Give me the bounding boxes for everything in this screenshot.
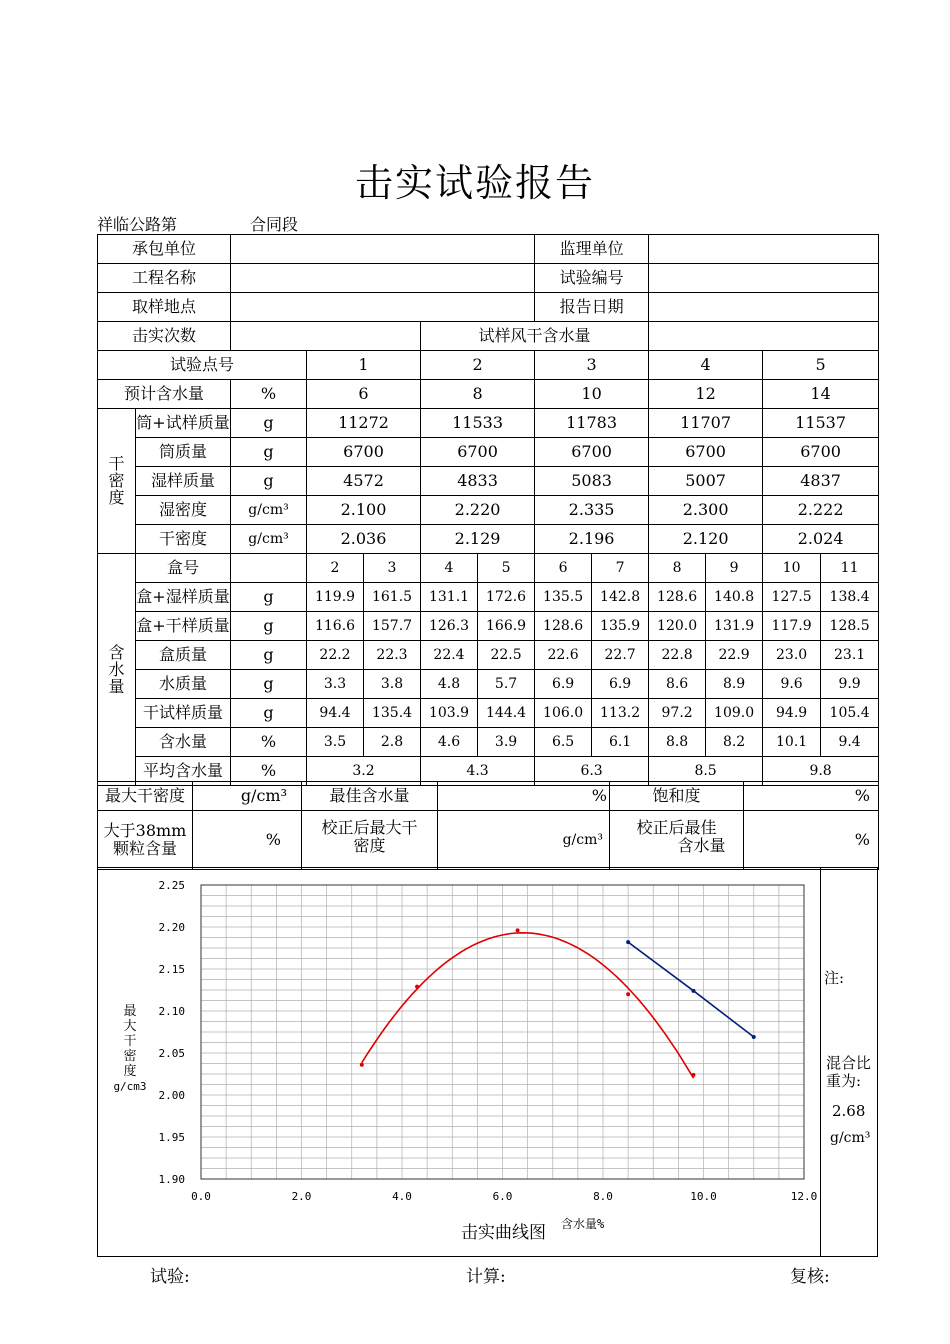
data-cell: 131.1 xyxy=(421,583,478,612)
box-no: 7 xyxy=(592,554,649,583)
y-axis-label: 最大干密度 g/cm3 xyxy=(113,1004,147,1093)
row-label: 盒质量 xyxy=(136,641,231,670)
y-tick-labels xyxy=(159,879,186,1186)
results-table xyxy=(97,781,879,870)
unit-cell: g xyxy=(231,699,307,728)
data-cell: 2.222 xyxy=(763,496,879,525)
data-cell: 6700 xyxy=(535,438,649,467)
data-cell: 11707 xyxy=(649,409,763,438)
data-cell: 172.6 xyxy=(478,583,535,612)
data-cell: 4572 xyxy=(307,467,421,496)
data-point xyxy=(626,940,630,944)
data-cell: 23.0 xyxy=(763,641,821,670)
data-cell: 2.8 xyxy=(364,728,421,757)
note-label: 注: xyxy=(824,969,845,987)
box-no: 6 xyxy=(535,554,592,583)
data-cell: 6700 xyxy=(421,438,535,467)
data-cell: 119.9 xyxy=(307,583,364,612)
y-tick-label: 2.20 xyxy=(158,921,185,934)
opt-water-label: 最佳含水量 xyxy=(302,782,438,811)
data-cell: 2.220 xyxy=(421,496,535,525)
data-cell: 9.9 xyxy=(821,670,879,699)
report-date-label: 报告日期 xyxy=(535,293,649,322)
data-cell: 8.8 xyxy=(649,728,706,757)
point-no: 1 xyxy=(307,351,421,380)
data-cell: 3.5 xyxy=(307,728,364,757)
data-cell: 22.4 xyxy=(421,641,478,670)
data-cell: 120.0 xyxy=(649,612,706,641)
data-cell: 109.0 xyxy=(706,699,763,728)
data-cell: 2.196 xyxy=(535,525,649,554)
data-cell: 6.1 xyxy=(592,728,649,757)
data-cell: 127.5 xyxy=(763,583,821,612)
data-cell: 5.7 xyxy=(478,670,535,699)
corr-water-label: 校正后最佳 含水量 xyxy=(610,811,744,870)
air-dry-water-label: 试样风干含水量 xyxy=(421,322,649,351)
data-cell: 117.9 xyxy=(763,612,821,641)
data-cell: 161.5 xyxy=(364,583,421,612)
points-label: 试验点号 xyxy=(98,351,307,380)
data-cell: 103.9 xyxy=(421,699,478,728)
data-cell: 6.5 xyxy=(535,728,592,757)
mix-label-2: 重为: xyxy=(826,1072,862,1090)
data-cell: 22.9 xyxy=(706,641,763,670)
data-cell: 4837 xyxy=(763,467,879,496)
box-no: 3 xyxy=(364,554,421,583)
mix-label-1: 混合比 xyxy=(826,1054,872,1072)
row-label: 含水量 xyxy=(136,728,231,757)
avg-water-value: 3.2 xyxy=(307,757,421,786)
data-cell: 2.100 xyxy=(307,496,421,525)
compaction-count-label: 击实次数 xyxy=(98,322,231,351)
target-water-value: 14 xyxy=(763,380,879,409)
row-label: 湿密度 xyxy=(136,496,231,525)
box-label: 盒号 xyxy=(136,554,231,583)
unit-cell xyxy=(231,554,307,583)
data-cell: 2.024 xyxy=(763,525,879,554)
box-no: 8 xyxy=(649,554,706,583)
data-cell: 131.9 xyxy=(706,612,763,641)
box-no: 10 xyxy=(763,554,821,583)
data-cell: 22.3 xyxy=(364,641,421,670)
project-label: 工程名称 xyxy=(98,264,231,293)
data-cell: 94.9 xyxy=(763,699,821,728)
footer-review: 复核: xyxy=(790,1267,830,1287)
footer-test: 试验: xyxy=(150,1267,190,1287)
data-cell: 5083 xyxy=(535,467,649,496)
y-tick-label: 1.95 xyxy=(158,1131,185,1144)
avg-water-value: 6.3 xyxy=(535,757,649,786)
data-cell: 9.6 xyxy=(763,670,821,699)
point-no: 4 xyxy=(649,351,763,380)
corr-density-label: 校正后最大干 密度 xyxy=(302,811,438,870)
supervisor-label: 监理单位 xyxy=(535,235,649,264)
data-cell: 157.7 xyxy=(364,612,421,641)
y-tick-label: 2.00 xyxy=(158,1089,185,1102)
max-dry-density-unit[interactable]: g/cm³ xyxy=(193,782,302,811)
water-section-label: 含水量 xyxy=(98,554,136,786)
unit-cell: % xyxy=(231,757,307,786)
row-label: 盒+干样质量 xyxy=(136,612,231,641)
mix-value: 2.68 xyxy=(832,1102,866,1120)
data-cell: 128.5 xyxy=(821,612,879,641)
data-cell: 6700 xyxy=(307,438,421,467)
mix-unit: g/cm³ xyxy=(830,1130,871,1146)
data-cell: 6.9 xyxy=(535,670,592,699)
target-water-value: 6 xyxy=(307,380,421,409)
unit-cell: g xyxy=(231,612,307,641)
data-cell: 140.8 xyxy=(706,583,763,612)
target-water-label: 预计含水量 xyxy=(98,380,231,409)
avg-water-value: 8.5 xyxy=(649,757,763,786)
data-cell: 2.335 xyxy=(535,496,649,525)
contractor-value[interactable] xyxy=(231,235,535,264)
footer-calc: 计算: xyxy=(466,1267,506,1287)
data-cell: 144.4 xyxy=(478,699,535,728)
avg-water-value: 9.8 xyxy=(763,757,879,786)
data-cell: 23.1 xyxy=(821,641,879,670)
data-cell: 135.9 xyxy=(592,612,649,641)
max-dry-density-label: 最大干密度 xyxy=(98,782,193,811)
data-cell: 2.129 xyxy=(421,525,535,554)
data-cell: 8.9 xyxy=(706,670,763,699)
x-tick-label: 8.0 xyxy=(593,1190,613,1203)
box-no: 9 xyxy=(706,554,763,583)
data-cell: 4833 xyxy=(421,467,535,496)
saturation-label: 饱和度 xyxy=(610,782,744,811)
row-label: 筒质量 xyxy=(136,438,231,467)
over38-unit[interactable]: % xyxy=(193,811,302,870)
row-label: 干试样质量 xyxy=(136,699,231,728)
data-cell: 3.8 xyxy=(364,670,421,699)
data-cell: 8.6 xyxy=(649,670,706,699)
saturation-unit[interactable]: % xyxy=(744,782,879,811)
data-cell: 166.9 xyxy=(478,612,535,641)
point-no: 3 xyxy=(535,351,649,380)
box-no: 2 xyxy=(307,554,364,583)
test-no-label: 试验编号 xyxy=(535,264,649,293)
opt-water-unit[interactable]: % xyxy=(438,782,610,811)
test-no-value[interactable] xyxy=(649,264,879,293)
chart-title: 击实曲线图 xyxy=(461,1223,546,1243)
corr-water-unit[interactable]: % xyxy=(744,811,879,870)
report-date-value[interactable] xyxy=(649,293,879,322)
data-cell: 4.6 xyxy=(421,728,478,757)
point-no: 2 xyxy=(421,351,535,380)
data-cell: 22.2 xyxy=(307,641,364,670)
supervisor-value[interactable] xyxy=(649,235,879,264)
row-label: 水质量 xyxy=(136,670,231,699)
page-title: 击实试验报告 xyxy=(354,161,595,205)
data-cell: 2.036 xyxy=(307,525,421,554)
unit-cell: % xyxy=(231,728,307,757)
contractor-label: 承包单位 xyxy=(98,235,231,264)
box-no: 11 xyxy=(821,554,879,583)
data-cell: 10.1 xyxy=(763,728,821,757)
unit-cell: g xyxy=(231,438,307,467)
data-cell: 6.9 xyxy=(592,670,649,699)
x-tick-label: 0.0 xyxy=(191,1190,211,1203)
chart-grid xyxy=(201,885,804,1179)
chart-series xyxy=(360,928,756,1078)
unit-cell: g/cm³ xyxy=(231,525,307,554)
data-cell: 135.5 xyxy=(535,583,592,612)
data-point xyxy=(516,928,520,932)
data-cell: 128.6 xyxy=(649,583,706,612)
data-cell: 126.3 xyxy=(421,612,478,641)
x-tick-label: 10.0 xyxy=(690,1190,717,1203)
data-cell: 105.4 xyxy=(821,699,879,728)
unit-cell: % xyxy=(231,380,307,409)
project-value[interactable] xyxy=(231,264,535,293)
data-point xyxy=(415,985,419,989)
compaction-count-value[interactable] xyxy=(231,322,421,351)
unit-cell: g/cm³ xyxy=(231,496,307,525)
chart-divider xyxy=(820,867,821,1257)
data-cell: 2.300 xyxy=(649,496,763,525)
data-cell: 97.2 xyxy=(649,699,706,728)
dry-density-section-label: 干密度 xyxy=(98,409,136,554)
target-water-value: 12 xyxy=(649,380,763,409)
data-cell: 11783 xyxy=(535,409,649,438)
unit-cell: g xyxy=(231,583,307,612)
x-tick-label: 4.0 xyxy=(392,1190,412,1203)
avg-water-value: 4.3 xyxy=(421,757,535,786)
x-tick-label: 12.0 xyxy=(790,1190,818,1203)
contract-section-label: 合同段 xyxy=(250,215,299,234)
data-cell: 116.6 xyxy=(307,612,364,641)
unit-cell: g xyxy=(231,467,307,496)
point-no: 5 xyxy=(763,351,879,380)
data-point xyxy=(691,989,695,993)
data-cell: 2.120 xyxy=(649,525,763,554)
data-cell: 11533 xyxy=(421,409,535,438)
x-axis-label: 含水量% xyxy=(561,1217,605,1231)
data-cell: 9.4 xyxy=(821,728,879,757)
data-cell: 22.7 xyxy=(592,641,649,670)
data-point xyxy=(691,1073,695,1077)
data-cell: 6700 xyxy=(649,438,763,467)
target-water-value: 10 xyxy=(535,380,649,409)
series-line-2 xyxy=(628,942,754,1037)
y-tick-label: 2.25 xyxy=(158,879,185,892)
data-cell: 8.2 xyxy=(706,728,763,757)
data-cell: 106.0 xyxy=(535,699,592,728)
data-cell: 22.8 xyxy=(649,641,706,670)
unit-cell: g xyxy=(231,641,307,670)
data-cell: 138.4 xyxy=(821,583,879,612)
y-tick-label: 2.05 xyxy=(158,1047,185,1060)
over38-label: 大于38mm 颗粒含量 xyxy=(98,811,193,870)
data-cell: 5007 xyxy=(649,467,763,496)
row-label: 干密度 xyxy=(136,525,231,554)
x-tick-labels xyxy=(191,1190,817,1203)
box-no: 5 xyxy=(478,554,535,583)
corr-density-unit[interactable]: g/cm³ xyxy=(438,811,610,870)
data-cell: 94.4 xyxy=(307,699,364,728)
box-no: 4 xyxy=(421,554,478,583)
report-table xyxy=(97,234,879,786)
data-cell: 128.6 xyxy=(535,612,592,641)
road-label: 祥临公路第 xyxy=(97,215,178,234)
data-cell: 4.8 xyxy=(421,670,478,699)
x-tick-label: 2.0 xyxy=(291,1190,312,1203)
y-tick-label: 2.10 xyxy=(158,1005,185,1018)
data-point xyxy=(626,992,630,996)
compaction-chart xyxy=(97,867,820,1257)
y-tick-label: 2.15 xyxy=(158,963,185,976)
target-water-value: 8 xyxy=(421,380,535,409)
data-cell: 135.4 xyxy=(364,699,421,728)
data-cell: 3.9 xyxy=(478,728,535,757)
data-cell: 113.2 xyxy=(592,699,649,728)
data-cell: 11537 xyxy=(763,409,879,438)
avg-water-label: 平均含水量 xyxy=(136,757,231,786)
unit-cell: g xyxy=(231,670,307,699)
row-label: 湿样质量 xyxy=(136,467,231,496)
row-label: 盒+湿样质量 xyxy=(136,583,231,612)
location-value[interactable] xyxy=(231,293,535,322)
location-label: 取样地点 xyxy=(98,293,231,322)
data-point xyxy=(360,1063,364,1067)
data-cell: 22.5 xyxy=(478,641,535,670)
row-label: 筒+试样质量 xyxy=(136,409,231,438)
data-cell: 142.8 xyxy=(592,583,649,612)
data-cell: 3.3 xyxy=(307,670,364,699)
y-tick-label: 1.90 xyxy=(158,1173,185,1186)
x-tick-label: 6.0 xyxy=(492,1190,513,1203)
data-cell: 6700 xyxy=(763,438,879,467)
data-point xyxy=(752,1035,756,1039)
unit-cell: g xyxy=(231,409,307,438)
data-cell: 11272 xyxy=(307,409,421,438)
data-cell: 22.6 xyxy=(535,641,592,670)
air-dry-water-value[interactable] xyxy=(649,322,879,351)
